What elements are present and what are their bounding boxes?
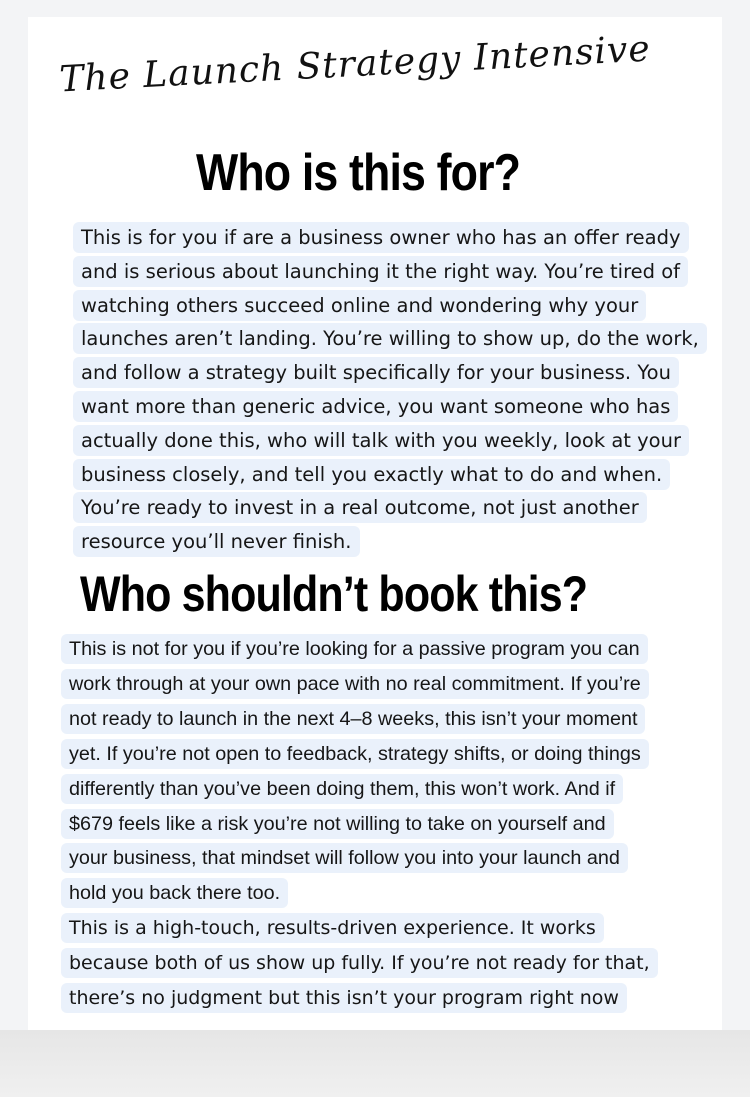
- closing-paragraph: [61, 911, 681, 1016]
- paragraph-line: You’re ready to invest in a real outcome, not just another: [73, 491, 713, 525]
- paragraph-line: launches aren’t landing. You’re willing to show up, do the work,: [73, 322, 713, 356]
- paragraph-line: not ready to launch in the next 4–8 weeks, this isn’t your moment: [61, 702, 681, 737]
- paragraph-line: want more than generic advice, you want someone who has: [73, 390, 713, 424]
- paragraph-line: your business, that mindset will follow you into your launch and: [61, 841, 681, 876]
- section-heading-who-shouldnt-book: Who shouldn’t book this?: [80, 566, 588, 622]
- paragraph-line: there’s no judgment but this isn’t your program right now: [61, 981, 681, 1016]
- paragraph-line: $679 feels like a risk you’re not willing to take on yourself and: [61, 807, 681, 842]
- page-bottom-strip: [0, 1030, 750, 1097]
- paragraph-line: differently than you’ve been doing them, this won’t work. And if: [61, 772, 681, 807]
- paragraph-line: watching others succeed online and wondering why your: [73, 289, 713, 323]
- paragraph-line: This is a high-touch, results-driven experience. It works: [61, 911, 681, 946]
- paragraph-line: hold you back there too.: [61, 876, 681, 911]
- paragraph-line: yet. If you’re not open to feedback, strategy shifts, or doing things: [61, 737, 681, 772]
- paragraph-line: actually done this, who will talk with you weekly, look at your: [73, 424, 713, 458]
- paragraph-line: business closely, and tell you exactly what to do and when.: [73, 458, 713, 492]
- who-is-this-for-paragraph: [73, 221, 713, 559]
- paragraph-line: and is serious about launching it the right way. You’re tired of: [73, 255, 713, 289]
- paragraph-line: This is not for you if you’re looking for a passive program you can: [61, 632, 681, 667]
- who-shouldnt-book-paragraph: [61, 632, 681, 911]
- script-title: The Launch Strategy Intensive: [58, 28, 652, 101]
- paragraph-line: resource you’ll never finish.: [73, 525, 713, 559]
- paragraph-line: This is for you if are a business owner who has an offer ready: [73, 221, 713, 255]
- paragraph-line: and follow a strategy built specifically for your business. You: [73, 356, 713, 390]
- paragraph-line: work through at your own pace with no real commitment. If you’re: [61, 667, 681, 702]
- paragraph-line: because both of us show up fully. If you’re not ready for that,: [61, 946, 681, 981]
- section-heading-who-is-this-for: Who is this for?: [196, 144, 521, 202]
